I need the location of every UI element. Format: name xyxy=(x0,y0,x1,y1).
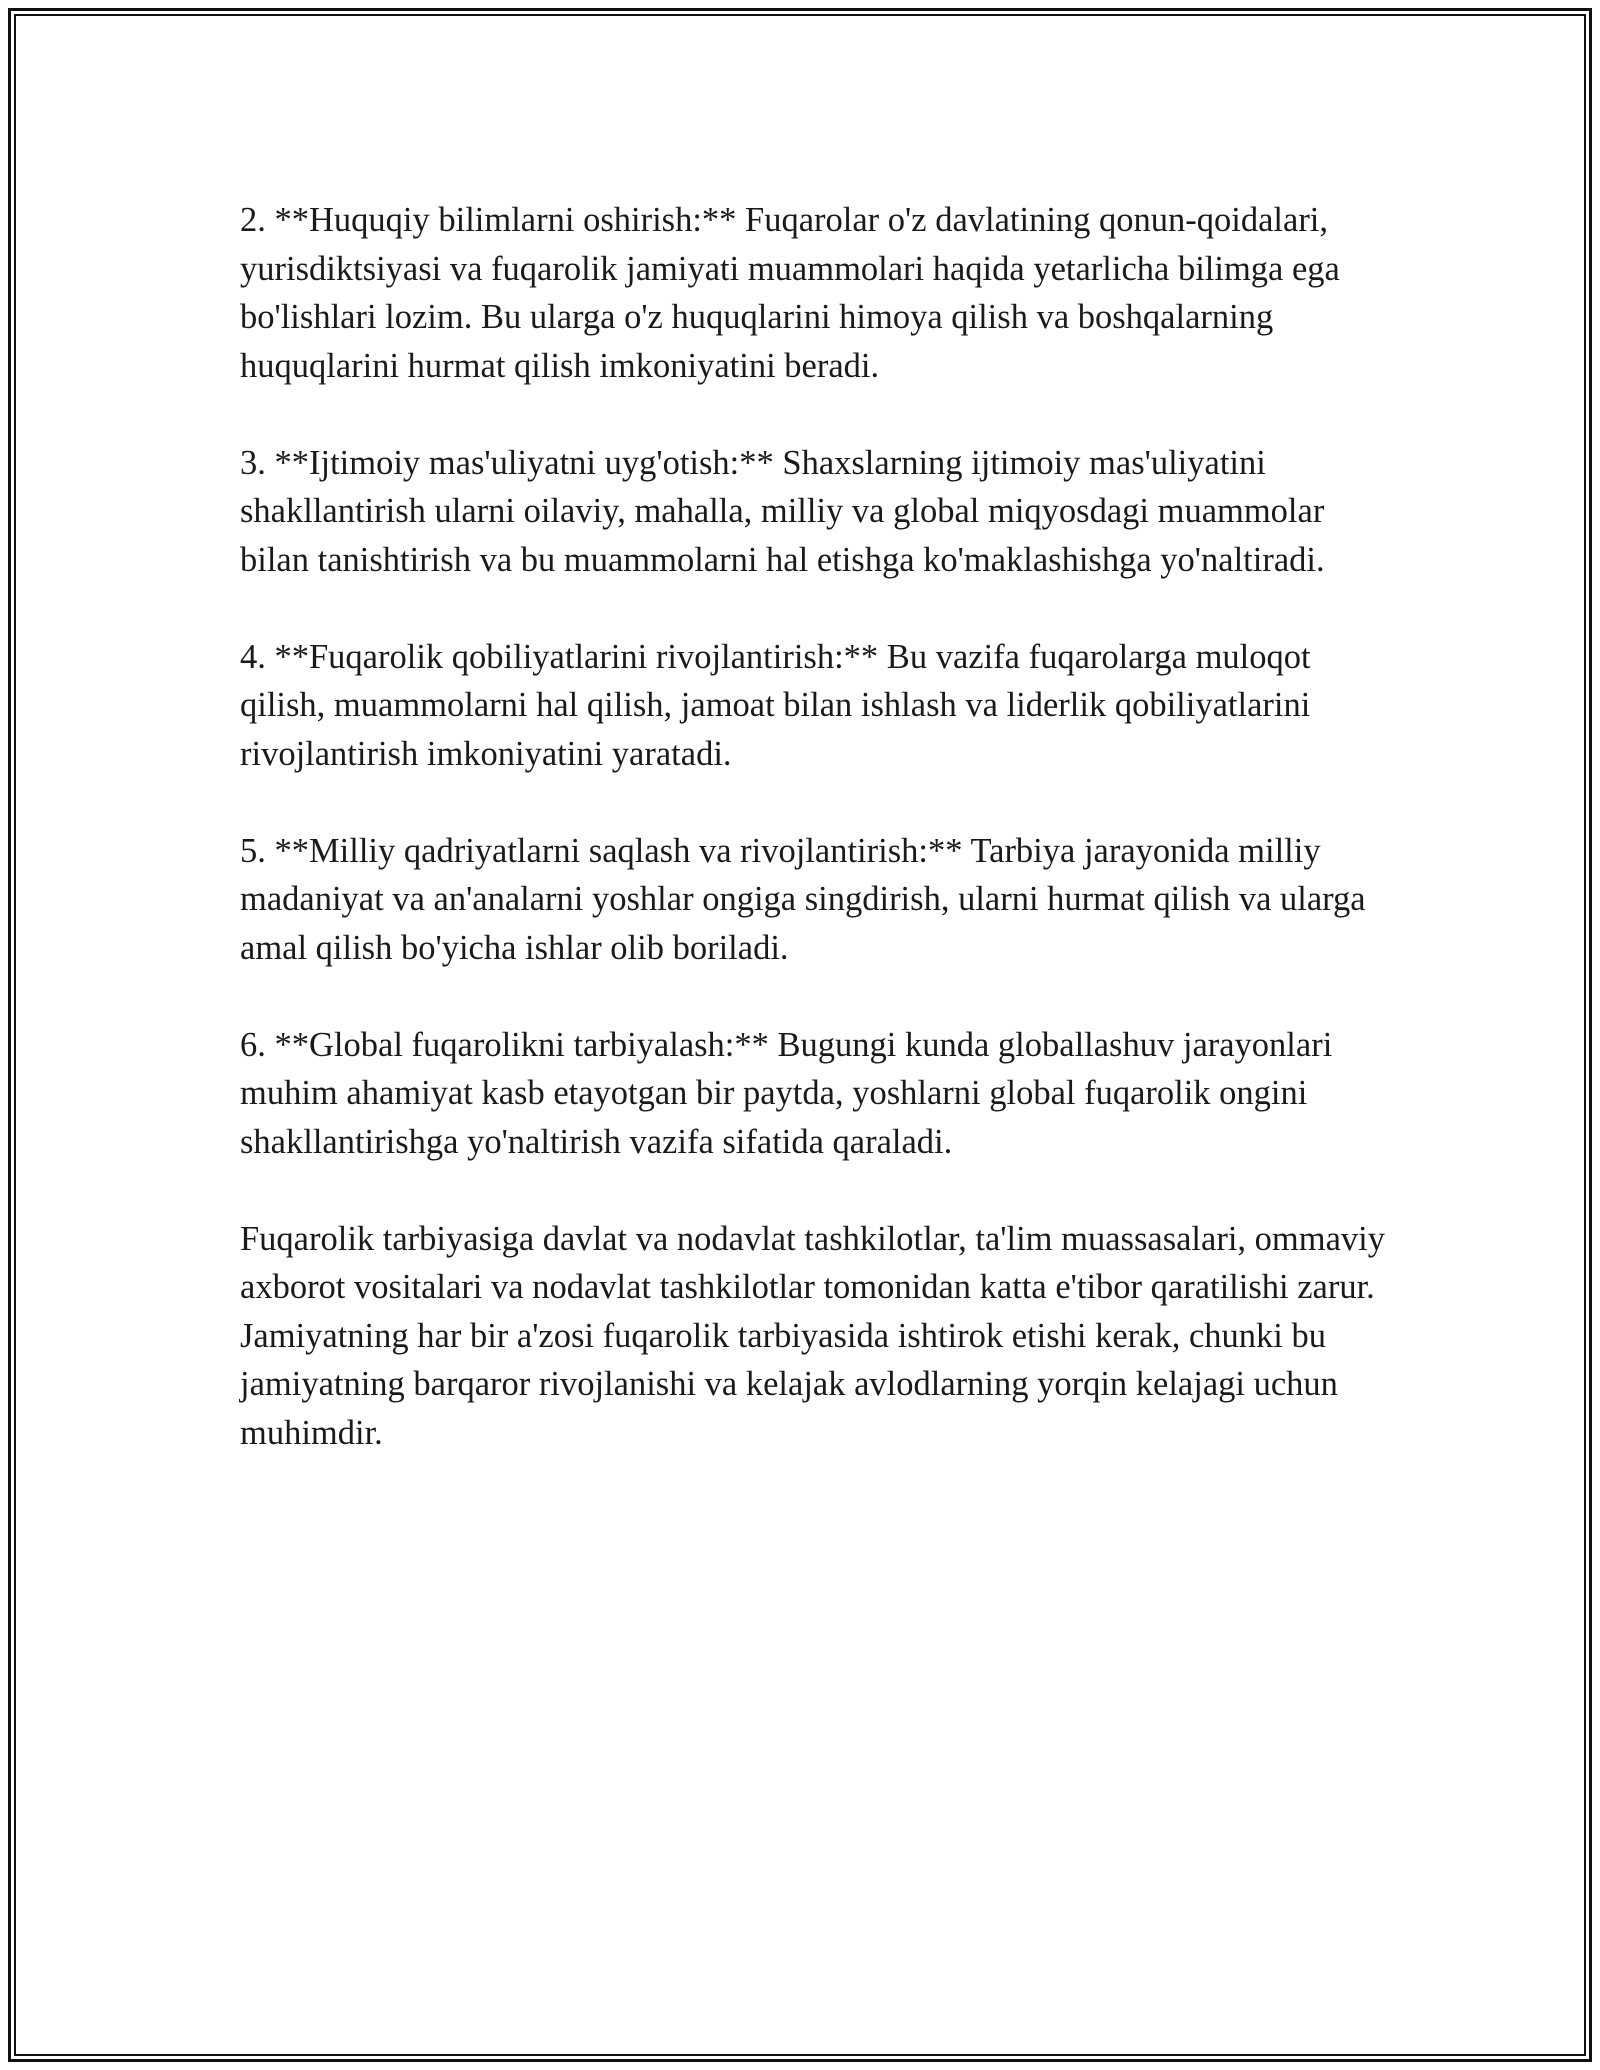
page-border xyxy=(8,8,1592,2062)
paragraph-civic-skills: 4. **Fuqarolik qobiliyatlarini rivojlantirish:** Bu vazifa fuqarolarga muloqot qilish, muammolarni hal qilish, jamoat bilan ishlash va liderlik qobiliyatlarini rivojlantirish imkoniyatini yaratadi. xyxy=(240,637,1311,773)
paragraph-legal-knowledge: 2. **Huquqiy bilimlarni oshirish:** Fuqarolar o'z davlatining qonun-qoidalari, yurisdiktsiyasi va fuqarolik jamiyati muammolari haqida yetarlicha bilimga ega bo'lishlari lozim. Bu ularga o'z huquqlarini himoya qilish va boshqalarning huquqlarini hurmat qilish imkoniyatini beradi. xyxy=(240,201,1340,385)
paragraph-social-responsibility: 3. **Ijtimoiy mas'uliyatni uyg'otish:** Shaxslarning ijtimoiy mas'uliyatini shakllantirish ularni oilaviy, mahalla, milliy va global miqyosdagi muammolar bilan tanishtirish va bu muammolarni hal etishga ko'maklashishga yo'naltiradi. xyxy=(240,443,1325,579)
page xyxy=(14,14,1586,2056)
paragraph-conclusion: Fuqarolik tarbiyasiga davlat va nodavlat tashkilotlar, ta'lim muassasalari, ommaviy axborot vositalari va nodavlat tashkilotlar tomonidan katta e'tibor qaratilishi zarur. Jamiyatning har bir a'zosi fuqarolik tarbiyasida ishtirok etishi kerak, chunki bu jamiyatning barqaror rivojlanishi va kelajak avlodlarning yorqin kelajagi uchun muhimdir. xyxy=(240,1219,1385,1452)
paragraph-national-values: 5. **Milliy qadriyatlarni saqlash va rivojlantirish:** Tarbiya jarayonida milliy madaniyat va an'analarni yoshlar ongiga singdirish, ularni hurmat qilish va ularga amal qilish bo'yicha ishlar olib boriladi. xyxy=(240,831,1366,967)
document-body xyxy=(240,196,1390,1506)
paragraph-global-citizenship: 6. **Global fuqarolikni tarbiyalash:** Bugungi kunda globallashuv jarayonlari muhim ahamiyat kasb etayotgan bir paytda, yoshlarni global fuqarolik ongini shakllantirishga yo'naltirish vazifa sifatida qaraladi. xyxy=(240,1025,1333,1161)
